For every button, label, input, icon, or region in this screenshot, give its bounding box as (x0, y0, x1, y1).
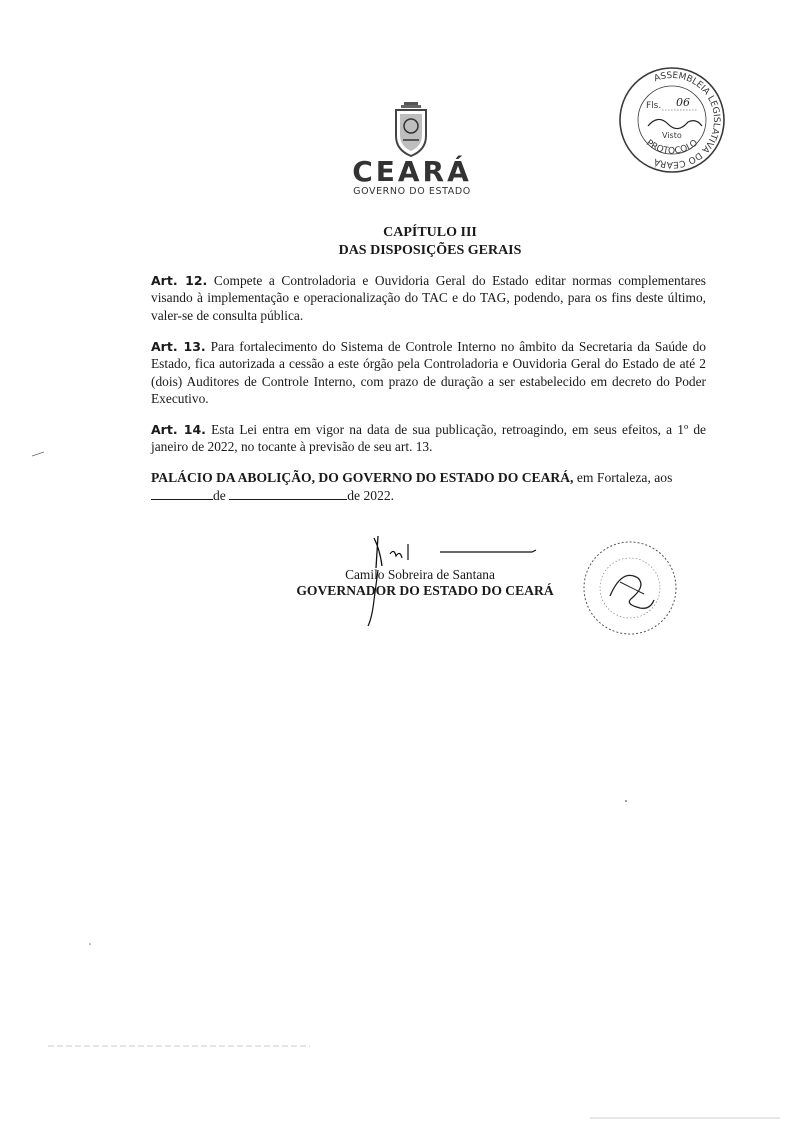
signatory-role: GOVERNADOR DO ESTADO DO CEARÁ (296, 583, 554, 598)
signatory-name: Camilo Sobreira de Santana (345, 567, 495, 582)
closing-year: de 2022. (347, 487, 395, 503)
closing-de: de (213, 487, 226, 503)
closing-place: PALÁCIO DA ABOLIÇÃO, DO GOVERNO DO ESTADO DO CEARÁ, (151, 470, 574, 485)
article-label: Art. 14. (151, 422, 206, 437)
brand-title: CEARÁ (352, 155, 472, 188)
stamp-fls-value: 06 (676, 96, 690, 109)
chapter-title: DAS DISPOSIÇÕES GERAIS (338, 243, 522, 258)
closing-location: em Fortaleza, aos (576, 470, 673, 485)
stamp-fls-label: Fls. (646, 101, 662, 111)
stamp-ring-text: ASSEMBLEIA LEGISLATIVA DO CEARÁ (652, 70, 722, 170)
article-label: Art. 13. (151, 339, 206, 354)
article-text: Compete a Controladoria e Ouvidoria Geral do Estado editar normas complementares visando à implementação e operacionalização do TAC e do TAG, podendo, para os fins deste último, valer-se de consulta pública. (151, 273, 706, 323)
article-text: Esta Lei entra em vigor na data de sua publicação, retroagindo, em seus efeitos, a 1º de janeiro de 2022, no tocante à previsão de seu art. 13. (151, 422, 706, 455)
article-text: Para fortalecimento do Sistema de Controle Interno no âmbito da Secretaria da Saúde do Estado, fica autorizada a cessão a este órgão pela Controladoria e Ouvidoria Geral do Estado de até 2 (dois) Auditores de Controle Interno, com prazo de duração a ser estabelecido em decreto do Poder Executivo. (151, 339, 706, 407)
stamp-visto-label: Visto (662, 131, 682, 140)
chapter-number: CAPÍTULO III (383, 225, 477, 240)
article-label: Art. 12. (151, 273, 208, 288)
brand-subtitle: GOVERNO DO ESTADO (353, 186, 471, 197)
stamp-bottom-text: PROTOCOLO (644, 138, 700, 157)
